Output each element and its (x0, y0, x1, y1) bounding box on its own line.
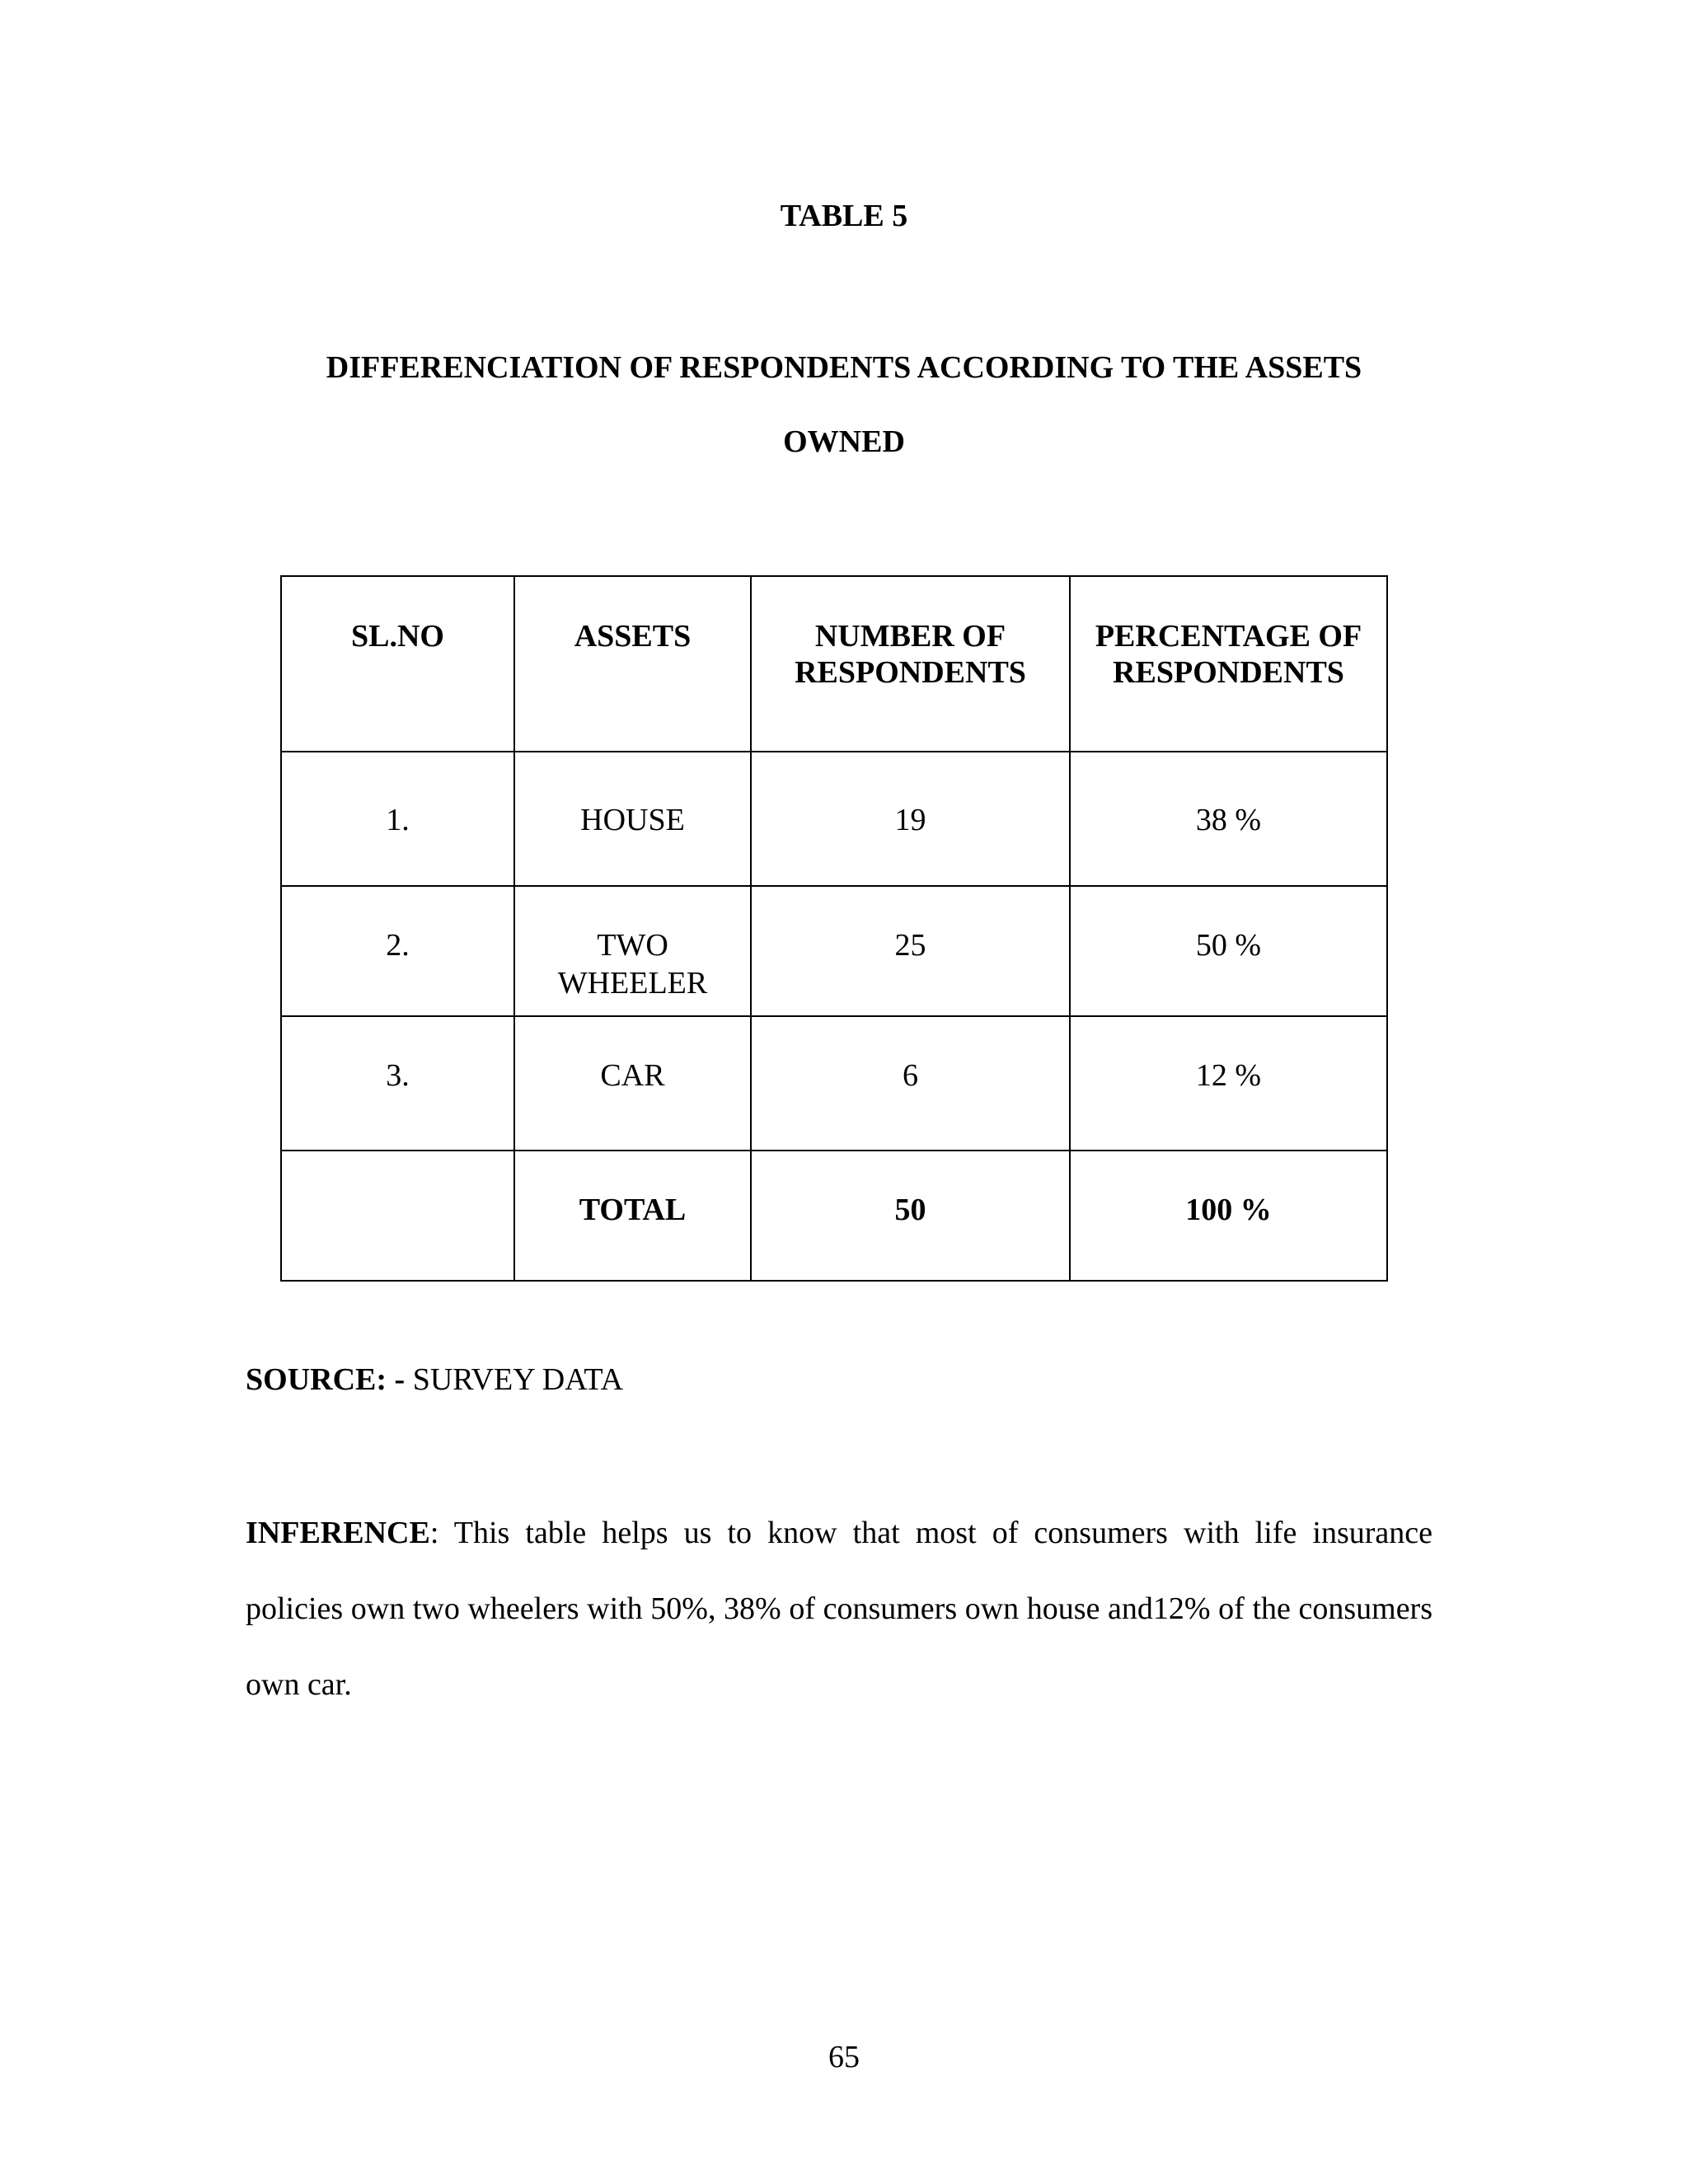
cell-number: 19 (751, 752, 1070, 886)
cell-percent: 50 % (1070, 886, 1387, 1016)
header-assets: ASSETS (514, 576, 751, 752)
asset-line-2: WHEELER (557, 966, 708, 1001)
asset-line-1: HOUSE (580, 803, 685, 837)
table-title-line-2: OWNED (783, 424, 905, 459)
assets-table (280, 575, 1388, 1282)
cell-slno (281, 1151, 514, 1281)
inference-label: INFERENCE (246, 1516, 430, 1550)
header-slno: SL.NO (281, 576, 514, 752)
table-title-line-1: DIFFERENCIATION OF RESPONDENTS ACCORDING TO THE ASSETS (326, 350, 1362, 385)
table-row (281, 752, 1387, 886)
cell-total-label: TOTAL (514, 1151, 751, 1281)
header-number-line-2: RESPONDENTS (795, 655, 1026, 690)
cell-total-percent: 100 % (1070, 1151, 1387, 1281)
cell-total-number: 50 (751, 1151, 1070, 1281)
table-row (281, 1016, 1387, 1151)
cell-percent: 12 % (1070, 1016, 1387, 1151)
source-label: SOURCE: - (246, 1362, 406, 1397)
header-number-line-1: NUMBER OF (814, 619, 1006, 654)
cell-asset (514, 1016, 751, 1151)
source-text: SURVEY DATA (405, 1362, 624, 1397)
cell-percent: 38 % (1070, 752, 1387, 886)
header-number-of-respondents (751, 576, 1070, 752)
table-row (281, 886, 1387, 1016)
table-header-row (281, 576, 1387, 752)
inference-text: : This table helps us to know that most of consumers with life insurance policies own two wheelers with 50%, 38% of consumers own house and12% of the consumers own car. (246, 1516, 1432, 1702)
cell-number: 6 (751, 1016, 1070, 1151)
table-total-row (281, 1151, 1387, 1281)
inference-paragraph (246, 1495, 1432, 1722)
cell-slno: 1. (281, 752, 514, 886)
source-line (246, 1361, 1432, 1398)
table-label: TABLE 5 (780, 199, 908, 233)
cell-asset (514, 752, 751, 886)
asset-line-1: TWO (597, 928, 668, 963)
cell-slno: 3. (281, 1016, 514, 1151)
asset-line-1: CAR (600, 1058, 665, 1093)
header-percent-line-2: RESPONDENTS (1113, 655, 1344, 690)
header-percent-line-1: PERCENTAGE OF (1095, 619, 1362, 654)
page-number: 65 (828, 2040, 860, 2074)
cell-slno: 2. (281, 886, 514, 1016)
header-percentage-of-respondents (1070, 576, 1387, 752)
cell-asset (514, 886, 751, 1016)
cell-number: 25 (751, 886, 1070, 1016)
